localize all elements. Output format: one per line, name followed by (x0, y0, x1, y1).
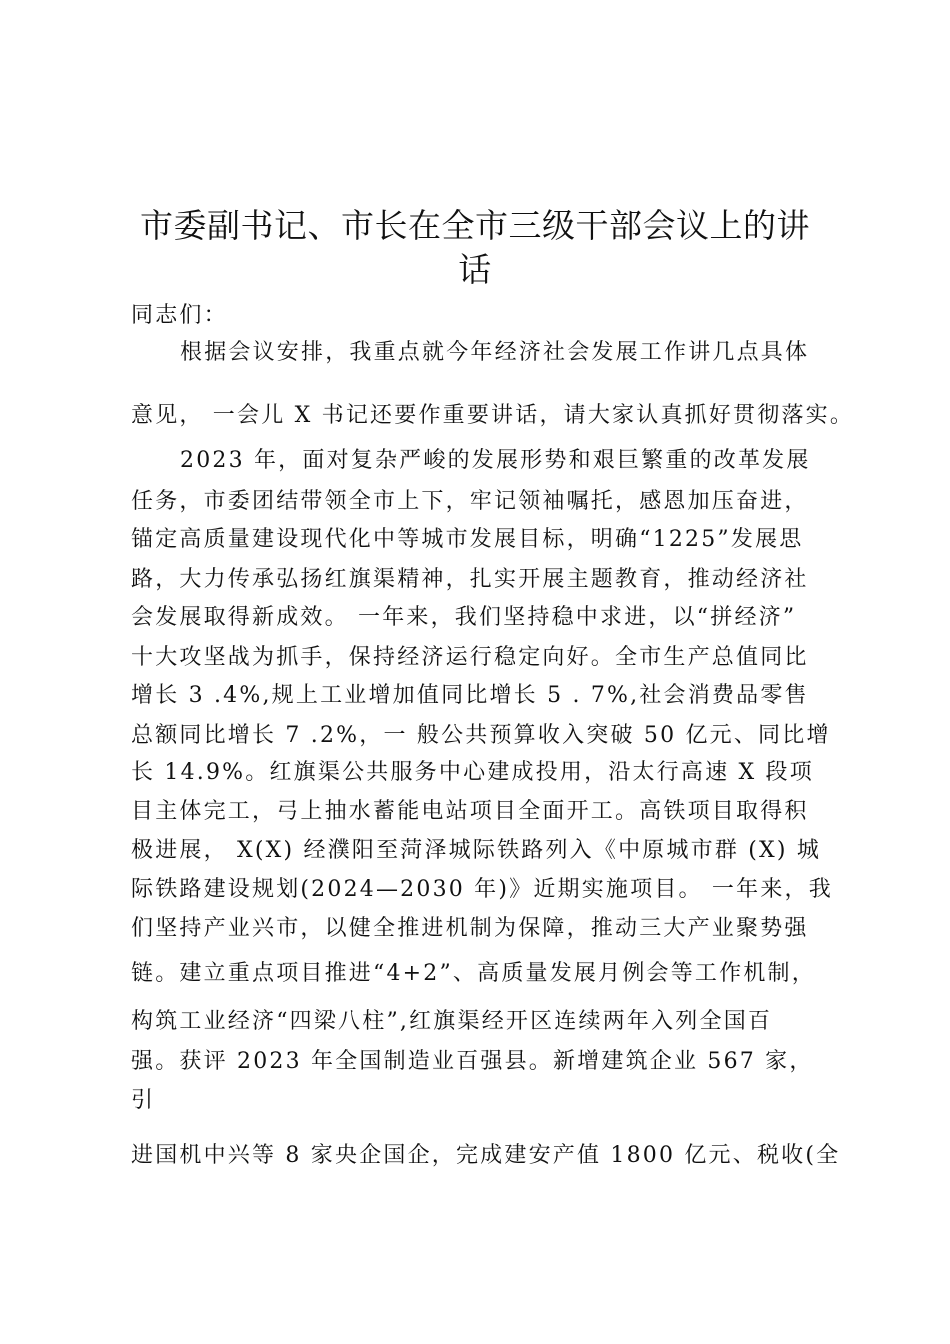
paragraph-line: 2023 年，面对复杂严峻的发展形势和艰巨繁重的改革发展 (180, 448, 811, 473)
paragraph-line: 引 (131, 1088, 156, 1113)
paragraph-line: 任务，市委团结带领全市上下，牢记领袖嘱托，感恩加压奋进， (131, 489, 809, 514)
paragraph-line: 目主体完工，弓上抽水蓄能电站项目全面开工。高铁项目取得积 (131, 799, 809, 824)
paragraph-line: 强。获评 2023 年全国制造业百强县。新增建筑企业 567 家， (131, 1049, 814, 1074)
paragraph-line: 际铁路建设规划(2024—2030 年)》近期实施项目。 一年来，我 (131, 877, 833, 902)
paragraph-line: 长 14.9%。红旗渠公共服务中心建成投用，沿太行高速 X 段项 (131, 760, 814, 785)
paragraph-line: 锚定高质量建设现代化中等城市发展目标，明确“1225”发展思 (131, 527, 804, 552)
paragraph-line: 进国机中兴等 8 家央企国企，完成建安产值 1800 亿元、税收(全 (131, 1143, 841, 1168)
paragraph-line: 链。建立重点项目推进“4+2”、高质量发展月例会等工作机制， (131, 961, 816, 986)
page-title: 市委副书记、市长在全市三级干部会议上的讲 (140, 206, 810, 245)
paragraph-line: 极进展， X(X) 经濮阳至菏泽城际铁路列入《中原城市群 (X) 城 (131, 838, 822, 863)
paragraph-line: 意见， 一会儿 X 书记还要作重要讲话，请大家认真抓好贯彻落实。 (131, 403, 855, 428)
paragraph-line: 会发展取得新成效。 一年来，我们坚持稳中求进，以“拼经济” (131, 605, 797, 630)
paragraph-line: 增长 3 .4%,规上工业增加值同比增长 5 . 7%,社会消费品零售 (131, 683, 809, 708)
paragraph-line: 构筑工业经济“四梁八柱”,红旗渠经开区连续两年入列全国百 (131, 1009, 773, 1034)
page-title-continued: 话 (458, 250, 492, 289)
paragraph-line: 根据会议安排，我重点就今年经济社会发展工作讲几点具体 (180, 340, 810, 365)
paragraph-line: 十大攻坚战为抓手，保持经济运行稳定向好。全市生产总值同比 (131, 645, 809, 670)
salutation: 同志们： (131, 303, 228, 328)
paragraph-line: 总额同比增长 7 .2%，一 般公共预算收入突破 50 亿元、同比增 (131, 723, 831, 748)
paragraph-line: 们坚持产业兴市，以健全推进机制为保障，推动三大产业聚势强 (131, 916, 809, 941)
paragraph-line: 路，大力传承弘扬红旗渠精神，扎实开展主题教育，推动经济社 (131, 567, 809, 592)
